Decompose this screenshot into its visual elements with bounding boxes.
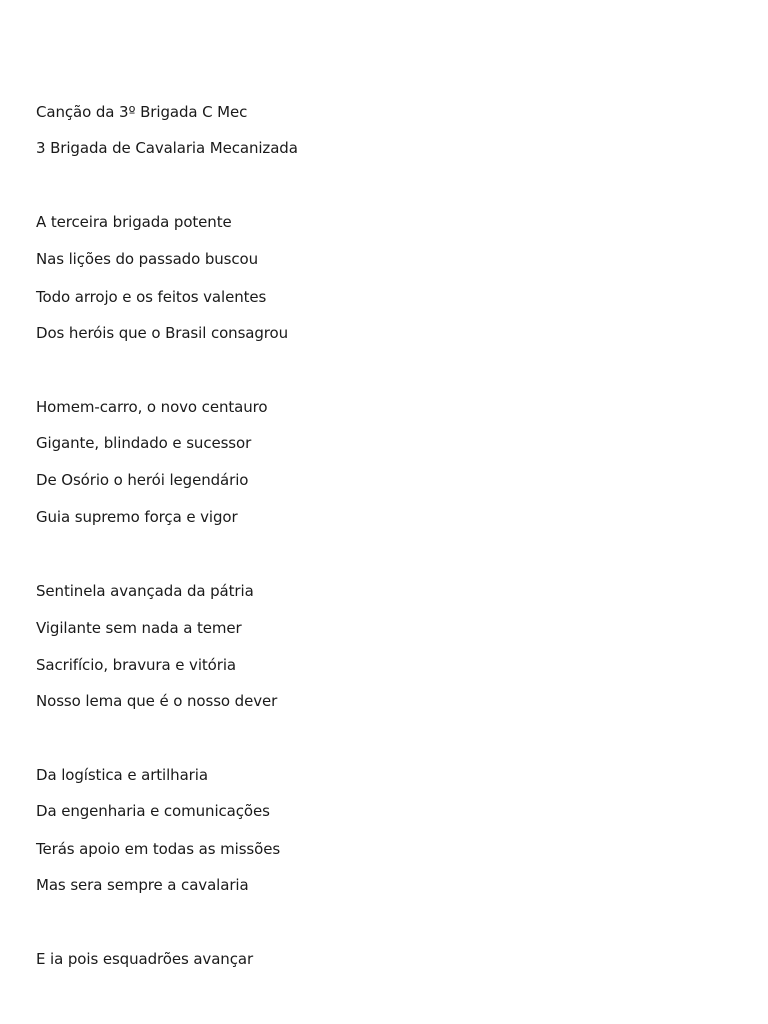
verse-line: Sentinela avançada da pátria — [36, 582, 254, 600]
verse-line: Todo arrojo e os feitos valentes — [36, 288, 267, 306]
song-subtitle: 3 Brigada de Cavalaria Mecanizada — [36, 139, 298, 157]
verse-line: Sacrifício, bravura e vitória — [36, 656, 236, 674]
verse-line: Mas sera sempre a cavalaria — [36, 876, 249, 894]
verse-line: Nosso lema que é o nosso dever — [36, 692, 278, 710]
verse-line: Guia supremo força e vigor — [36, 508, 238, 526]
verse-line: A terceira brigada potente — [36, 213, 232, 231]
verse-line: Dos heróis que o Brasil consagrou — [36, 324, 289, 342]
song-title: Canção da 3º Brigada C Mec — [36, 103, 248, 121]
verse-line: Vigilante sem nada a temer — [36, 619, 242, 637]
verse-line: Nas lições do passado buscou — [36, 250, 259, 268]
verse-line: E ia pois esquadrões avançar — [36, 950, 254, 968]
verse-line: Da engenharia e comunicações — [36, 802, 270, 820]
verse-line: Gigante, blindado e sucessor — [36, 434, 252, 452]
verse-line: Homem-carro, o novo centauro — [36, 398, 268, 416]
verse-line: Terás apoio em todas as missões — [36, 840, 281, 858]
verse-line: Da logística e artilharia — [36, 766, 208, 784]
verse-line: De Osório o herói legendário — [36, 471, 249, 489]
